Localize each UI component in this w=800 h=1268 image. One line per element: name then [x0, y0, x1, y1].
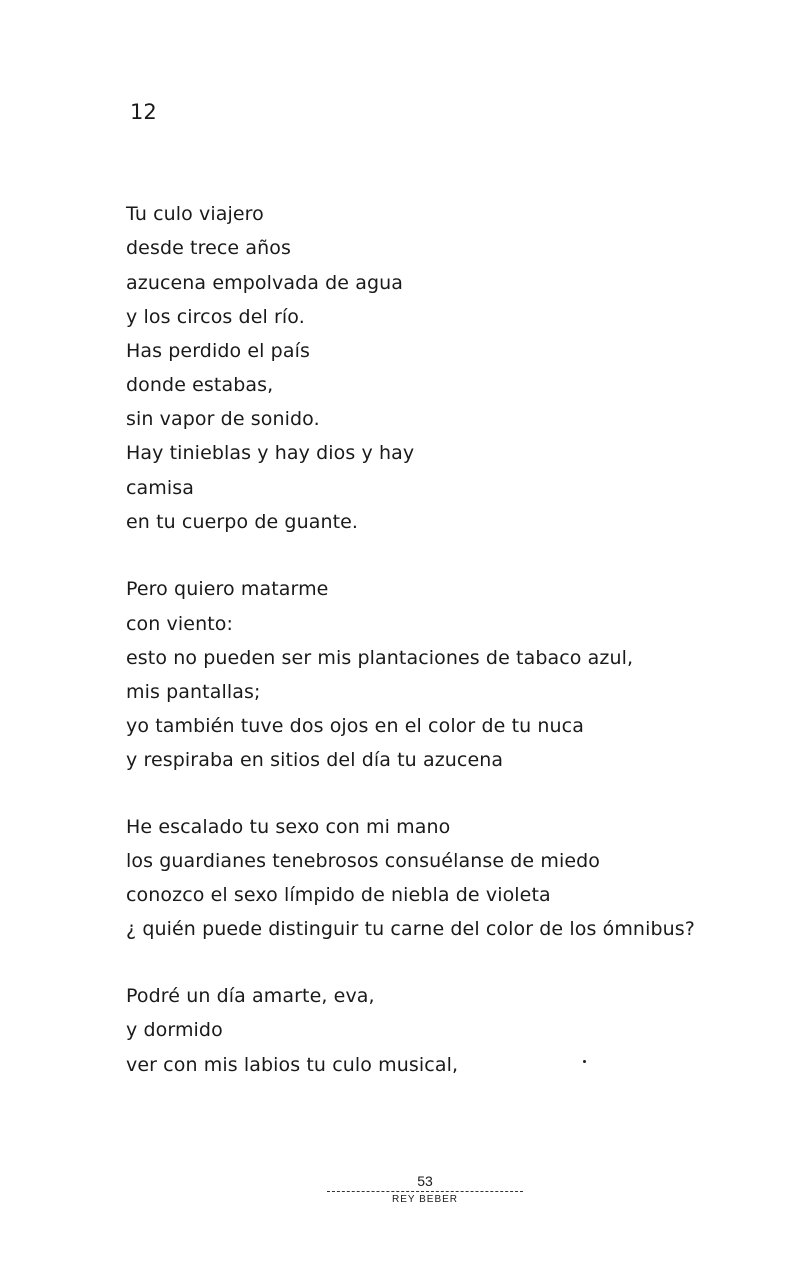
poem-line: ¿ quién puede distinguir tu carne del color de los ómnibus? — [126, 918, 695, 940]
footer-dashed-rule — [327, 1191, 523, 1192]
poem-line: los guardianes tenebrosos consuélanse de miedo — [126, 850, 601, 872]
poem-line: ver con mis labios tu culo musical, — [126, 1054, 459, 1076]
poem-line: mis pantallas; — [126, 681, 261, 703]
poem-line: He escalado tu sexo con mi mano — [126, 816, 451, 838]
poem-line: desde trece años — [126, 237, 291, 259]
page-footer — [300, 1172, 550, 1207]
poem-line: Hay tinieblas y hay dios y hay — [126, 442, 415, 464]
poem-line: con viento: — [126, 613, 233, 635]
poem-line: y dormido — [126, 1019, 223, 1041]
poem-line: Podré un día amarte, eva, — [126, 985, 375, 1007]
poem-line: Tu culo viajero — [126, 203, 264, 225]
poem-line: camisa — [126, 477, 195, 499]
page-number: 53 — [417, 1173, 433, 1189]
poem-line: yo también tuve dos ojos en el color de tu nuca — [126, 715, 584, 737]
poem-line: azucena empolvada de agua — [126, 272, 403, 294]
poem-line: y respiraba en sitios del día tu azucena — [126, 749, 504, 771]
poem-line: donde estabas, — [126, 374, 274, 396]
poem-line: y los circos del río. — [126, 306, 305, 328]
print-speck — [583, 1060, 586, 1063]
poem-line: Has perdido el país — [126, 340, 310, 362]
poem-line: sin vapor de sonido. — [126, 408, 320, 430]
poem-line: conozco el sexo límpido de niebla de violeta — [126, 884, 551, 906]
running-footer: REY BEBER — [391, 1194, 459, 1205]
poem-line: Pero quiero matarme — [126, 578, 329, 600]
poem-line: esto no pueden ser mis plantaciones de tabaco azul, — [126, 647, 634, 669]
section-number: 12 — [130, 100, 157, 124]
poem-line: en tu cuerpo de guante. — [126, 511, 359, 533]
